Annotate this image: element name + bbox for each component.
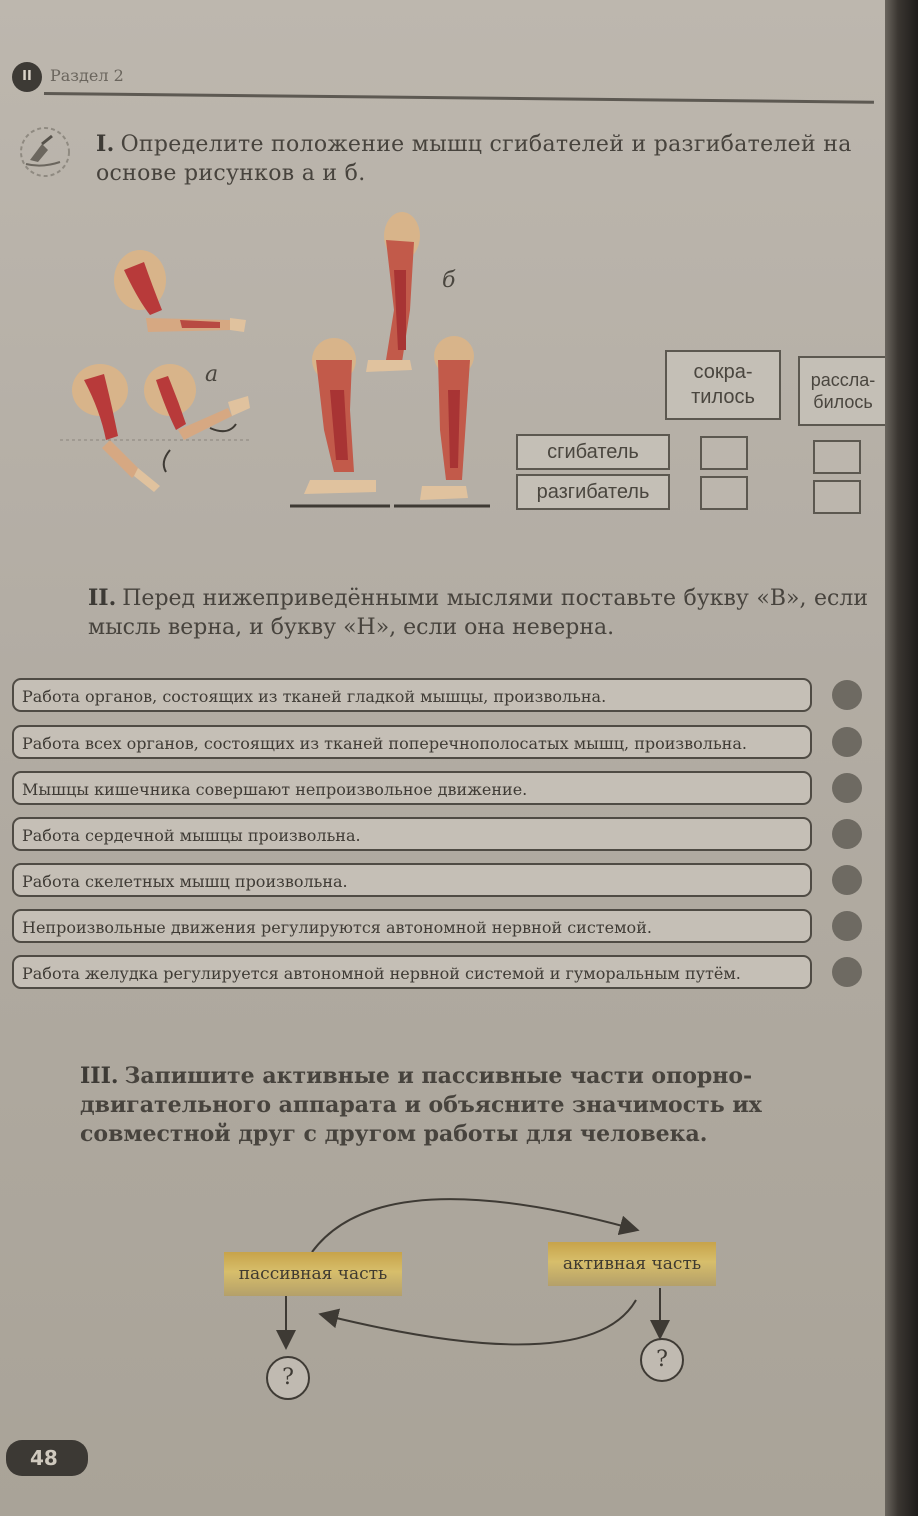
statement-item: Мышцы кишечника совершают непроизвольное движение. xyxy=(12,771,812,805)
extensor-contracted-checkbox[interactable] xyxy=(700,476,748,510)
answer-circle[interactable] xyxy=(832,957,862,987)
row-label-flexor: сгибатель xyxy=(516,434,670,470)
task-3-text xyxy=(80,1062,870,1149)
answer-circle[interactable] xyxy=(832,865,862,895)
statement-item: Работа всех органов, состоящих из тканей поперечнополосатых мышц, произвольна. xyxy=(12,725,812,759)
statement-item: Работа желудка регулируется автономной нервной системой и гуморальным путём. xyxy=(12,955,812,989)
statement-item: Работа сердечной мышцы произвольна. xyxy=(12,817,812,851)
statement-item: Работа органов, состоящих из тканей гладкой мышцы, произвольна. xyxy=(12,678,812,712)
statement-item: Непроизвольные движения регулируются автономной нервной системой. xyxy=(12,909,812,943)
passive-part-box: пассивная часть xyxy=(224,1252,402,1296)
figure-b-label: б xyxy=(442,268,456,293)
task-3-number: III. xyxy=(80,1063,119,1089)
flexor-contracted-checkbox[interactable] xyxy=(700,436,748,470)
section-title: Раздел 2 xyxy=(50,66,124,85)
leg-illustration xyxy=(290,210,500,510)
answer-circle[interactable] xyxy=(832,680,862,710)
task-3-instruction: Запишите активные и пассивные части опорно-двигательного аппарата и объясните значимость их совместной друг с другом работы для человека. xyxy=(80,1063,762,1148)
column-header-relaxed: рассла-билось xyxy=(798,356,885,426)
answer-circle[interactable] xyxy=(832,727,862,757)
answer-circle[interactable] xyxy=(832,773,862,803)
column-header-contracted: сокра-тилось xyxy=(665,350,781,420)
section-badge: II xyxy=(12,62,42,92)
active-part-box: активная часть xyxy=(548,1242,716,1286)
writing-hand-icon xyxy=(12,126,78,178)
task-1-number: I. xyxy=(96,131,115,157)
answer-circle[interactable] xyxy=(832,911,862,941)
arm-illustration xyxy=(60,240,260,510)
task-2-text xyxy=(88,584,868,642)
header-divider xyxy=(44,92,874,104)
book-spine xyxy=(885,0,918,1516)
flexor-relaxed-checkbox[interactable] xyxy=(813,440,861,474)
passive-answer-circle[interactable]: ? xyxy=(266,1356,310,1400)
row-label-extensor: разгибатель xyxy=(516,474,670,510)
extensor-relaxed-checkbox[interactable] xyxy=(813,480,861,514)
active-answer-circle[interactable]: ? xyxy=(640,1338,684,1382)
page-number: 48 xyxy=(6,1440,88,1476)
answer-circle[interactable] xyxy=(832,819,862,849)
task-2-instruction: Перед нижеприведёнными мыслями поставьте букву «В», если мысль верна, и букву «Н», если она неверна. xyxy=(88,586,868,641)
figure-a-label: а xyxy=(205,362,219,387)
task-1-text xyxy=(96,130,876,188)
task-2-number: II. xyxy=(88,585,117,611)
statement-item: Работа скелетных мышц произвольна. xyxy=(12,863,812,897)
task-1-instruction: Определите положение мышц сгибателей и разгибателей на основе рисунков а и б. xyxy=(96,132,852,187)
